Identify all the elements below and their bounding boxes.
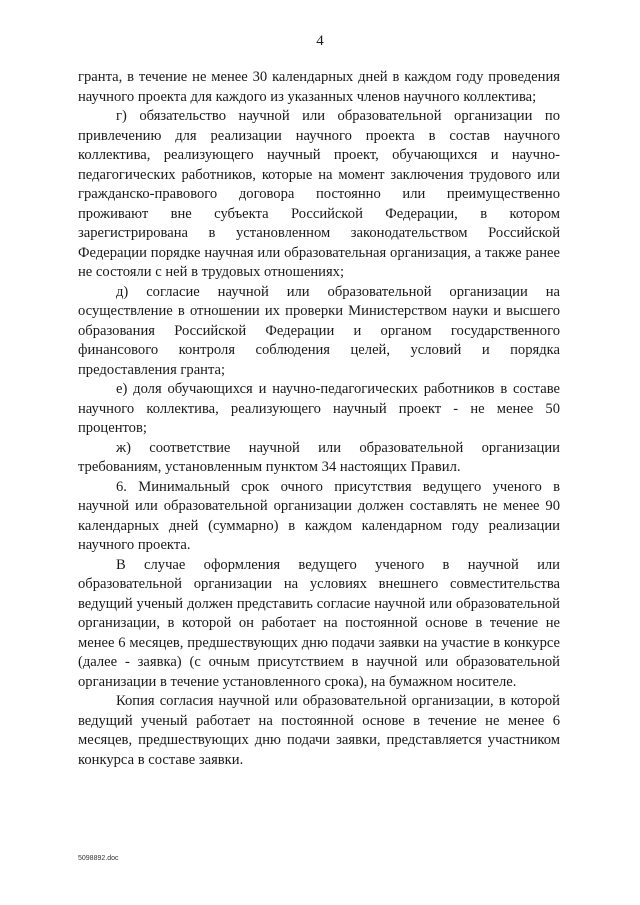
paragraph-item-d: д) согласие научной или образовательной организации на осуществление в отношении их проверки Министерством науки и высшего образования Российской Федерации и органом государственного финансового контроля соблюдения целей, условий и порядка предоставления гранта;	[78, 283, 560, 378]
paragraph-external-employment: В случае оформления ведущего ученого в научной или образовательной организации на условиях внешнего совместительства ведущий ученый должен представить согласие научной или образовательной организации, в которой он работает на постоянной основе в течение не менее 6 месяцев, предшествующих дню подачи заявки на участие в конкурсе (далее - заявка) (с очным присутствием в научной или образовательной организации в течение установленного срока), на бумажном носителе.	[78, 556, 560, 690]
paragraph-section-6: 6. Минимальный срок очного присутствия ведущего ученого в научной или образовательной организации должен составлять не менее 90 календарных дней (суммарно) в каждом календарном году реализации научного проекта.	[78, 478, 560, 553]
paragraph-consent-copy: Копия согласия научной или образовательной организации, в которой ведущий ученый работает на постоянной основе в течение не менее 6 месяцев, предшествующих дню подачи заявки, представляется участником конкурса в составе заявки.	[78, 693, 560, 768]
paragraph-item-e: е) доля обучающихся и научно-педагогических работников в составе научного коллектива, реализующего научный проект - не менее 50 процентов;	[78, 381, 560, 436]
document-body	[78, 68, 560, 770]
page-number: 4	[316, 33, 324, 49]
document-filename: 5098892.doc	[78, 855, 119, 862]
paragraph-item-g: г) обязательство научной или образовательной организации по привлечению для реализации научного проекта в состав научного коллектива, реализующего научный проект, обучающихся и научно-педагогических работников, которые на момент заключения трудового или гражданско-правового договора постоянно или преимущественно проживают вне субъекта Российской Федерации, в котором зарегистрирована в установленном законодательством Российской Федерации порядке научная или образовательная организация, а также ранее не состояли с ней в трудовых отношениях;	[78, 108, 560, 280]
paragraph-continuation: гранта, в течение не менее 30 календарных дней в каждом году проведения научного проекта для каждого из указанных членов научного коллектива;	[78, 69, 560, 105]
paragraph-item-zh: ж) соответствие научной или образовательной организации требованиям, установленным пунктом 34 настоящих Правил.	[78, 439, 560, 475]
